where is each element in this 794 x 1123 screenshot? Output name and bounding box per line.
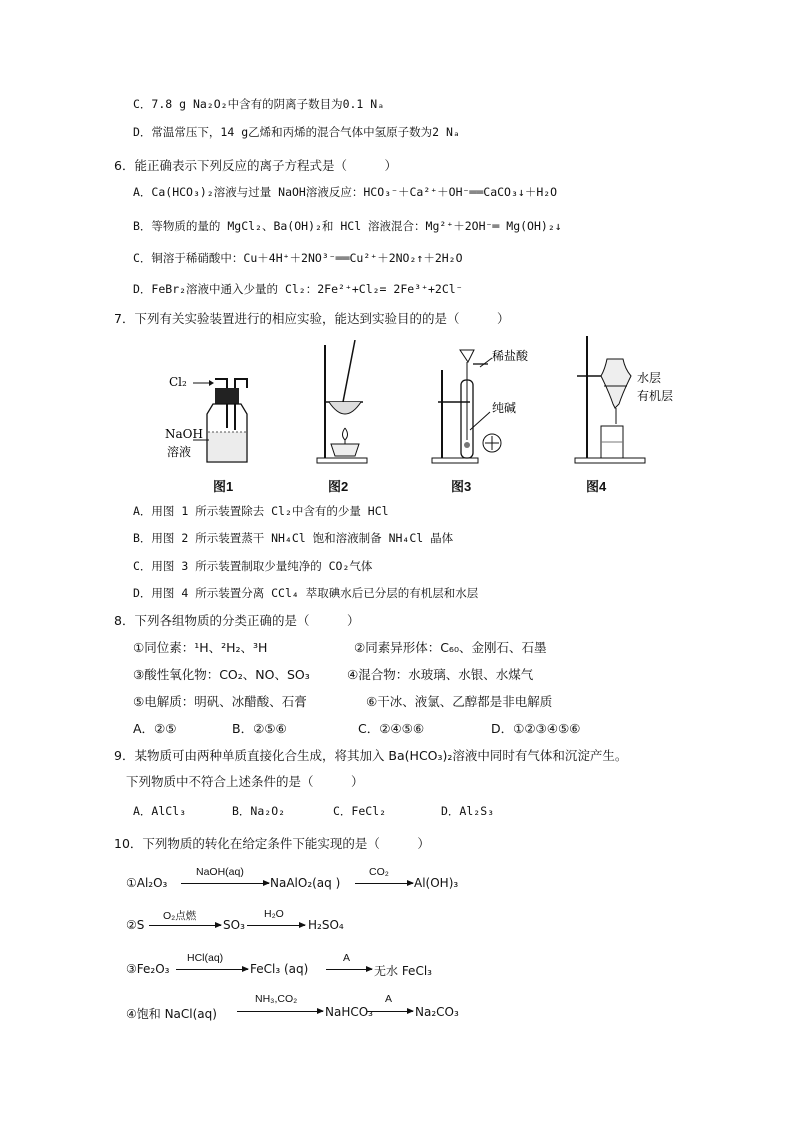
figure-1-gas-washing-bottle <box>165 370 260 467</box>
q8-option-b: B．②⑤⑥ <box>232 721 287 736</box>
f3-base-label: 纯碱 <box>492 401 517 415</box>
q5-option-d: D．常温常压下，14 g乙烯和丙烯的混合气体中氢原子数为2 Nₐ <box>133 125 460 139</box>
f1-gas-label: Cl₂ <box>169 375 187 389</box>
q10-stem: 10．下列物质的转化在给定条件下能实现的是（ ） <box>114 836 430 851</box>
f1-solution-label-1: NaOH <box>165 427 203 441</box>
r3-reactant: ③Fe₂O₃ <box>126 962 170 976</box>
q8-stem: 8．下列各组物质的分类正确的是（ ） <box>114 613 360 628</box>
q5-option-c: C．7.8 g Na₂O₂中含有的阴离子数目为0.1 Nₐ <box>133 97 385 111</box>
q8-item-1: ①同位素：¹H、²H₂、³H <box>133 640 268 655</box>
q8-item-6: ⑥干冰、液氯、乙醇都是非电解质 <box>366 694 553 709</box>
r3-arrow-1 <box>176 969 248 970</box>
q9-option-c: C．FeCl₂ <box>333 804 387 818</box>
q7-option-b: B．用图 2 所示装置蒸干 NH₄Cl 饱和溶液制备 NH₄Cl 晶体 <box>133 531 454 545</box>
r4-condition-1: NH₃,CO₂ <box>255 993 298 1005</box>
r4-reactant: ④饱和 NaCl(aq) <box>126 1007 217 1021</box>
figure-2-evaporation <box>315 340 370 465</box>
q7-option-d: D．用图 4 所示装置分离 CCl₄ 萃取碘水后已分层的有机层和水层 <box>133 586 479 600</box>
q9-option-b: B．Na₂O₂ <box>232 804 286 818</box>
figure-4-separatory-funnel <box>565 334 680 465</box>
q8-item-4: ④混合物：水玻璃、水银、水煤气 <box>347 667 534 682</box>
q6-option-d: D．FeBr₂溶液中通入少量的 Cl₂：2Fe²⁺+Cl₂= 2Fe³⁺+2Cl⁻ <box>133 282 463 296</box>
r3-arrow-2 <box>326 969 372 970</box>
r3-intermediate: FeCl₃ (aq) <box>250 962 309 976</box>
r4-condition-2: A <box>385 993 393 1005</box>
r2-condition-2: H₂O <box>264 908 284 920</box>
q7-option-c: C．用图 3 所示装置制取少量纯净的 CO₂气体 <box>133 559 373 573</box>
q8-item-2: ②同素异形体：C₆₀、金刚石、石墨 <box>354 640 547 655</box>
r1-product: Al(OH)₃ <box>414 876 459 890</box>
r1-arrow-2 <box>355 883 413 884</box>
r1-intermediate: NaAlO₂(aq ) <box>270 876 341 890</box>
r4-product: Na₂CO₃ <box>415 1005 459 1019</box>
q6-option-b: B．等物质的量的 MgCl₂、Ba(OH)₂和 HCl 溶液混合：Mg²⁺＋2OH⁻═ Mg(OH)₂↓ <box>133 219 562 233</box>
q7-stem: 7．下列有关实验装置进行的相应实验，能达到实验目的的是（ ） <box>114 311 510 326</box>
r2-condition-1: O₂点燃 <box>163 910 197 922</box>
r3-product: 无水 FeCl₃ <box>374 964 432 978</box>
q6-option-c: C．铜溶于稀硝酸中：Cu＋4H⁺＋2NO³⁻══Cu²⁺＋2NO₂↑＋2H₂O <box>133 251 463 265</box>
q9-stem-line2: 下列物质中不符合上述条件的是（ ） <box>126 774 364 789</box>
q6-option-a: A．Ca(HCO₃)₂溶液与过量 NaOH溶液反应：HCO₃⁻＋Ca²⁺＋OH⁻══CaCO₃↓＋H₂O <box>133 185 558 199</box>
r2-product: H₂SO₄ <box>308 918 344 932</box>
r2-intermediate: SO₃ <box>223 918 245 932</box>
f4-organic-label: 有机层 <box>637 389 674 403</box>
q7-option-a: A．用图 1 所示装置除去 Cl₂中含有的少量 HCl <box>133 504 389 518</box>
q6-stem: 6．能正确表示下列反应的离子方程式是（ ） <box>114 158 397 173</box>
r1-condition-1: NaOH(aq) <box>196 866 244 878</box>
q9-option-a: A．AlCl₃ <box>133 804 187 818</box>
r2-reactant: ②S <box>126 918 145 932</box>
r1-arrow-1 <box>181 883 269 884</box>
f4-water-label: 水层 <box>637 371 662 385</box>
q8-option-c: C．②④⑤⑥ <box>358 721 425 736</box>
figure-2-label: 图2 <box>328 479 349 494</box>
q8-item-5: ⑤电解质：明矾、冰醋酸、石膏 <box>133 694 307 709</box>
figure-3-label: 图3 <box>451 479 472 494</box>
f1-solution-label-2: 溶液 <box>167 445 192 459</box>
r4-arrow-1 <box>237 1011 323 1012</box>
q8-option-d: D．①②③④⑤⑥ <box>491 721 581 736</box>
r1-reactant: ①Al₂O₃ <box>126 876 168 890</box>
figure-3-co2-generator <box>430 340 540 465</box>
figure-1-label: 图1 <box>213 479 234 494</box>
r2-arrow-1 <box>149 925 221 926</box>
r3-condition-1: HCl(aq) <box>187 952 224 964</box>
r4-arrow-2 <box>367 1011 413 1012</box>
f3-acid-label: 稀盐酸 <box>492 349 529 363</box>
q9-option-d: D．Al₂S₃ <box>441 804 495 818</box>
q8-item-3: ③酸性氧化物：CO₂、NO、SO₃ <box>133 667 310 682</box>
r3-condition-2: A <box>343 952 351 964</box>
r2-arrow-2 <box>247 925 305 926</box>
r1-condition-2: CO₂ <box>369 866 389 878</box>
q9-stem-line1: 9．某物质可由两种单质直接化合生成，将其加入 Ba(HCO₃)₂溶液中同时有气体和沉淀产生。 <box>114 748 628 763</box>
r4-intermediate: NaHCO₃ <box>325 1005 373 1019</box>
figure-4-label: 图4 <box>586 479 607 494</box>
q8-option-a: A．②⑤ <box>133 721 177 736</box>
